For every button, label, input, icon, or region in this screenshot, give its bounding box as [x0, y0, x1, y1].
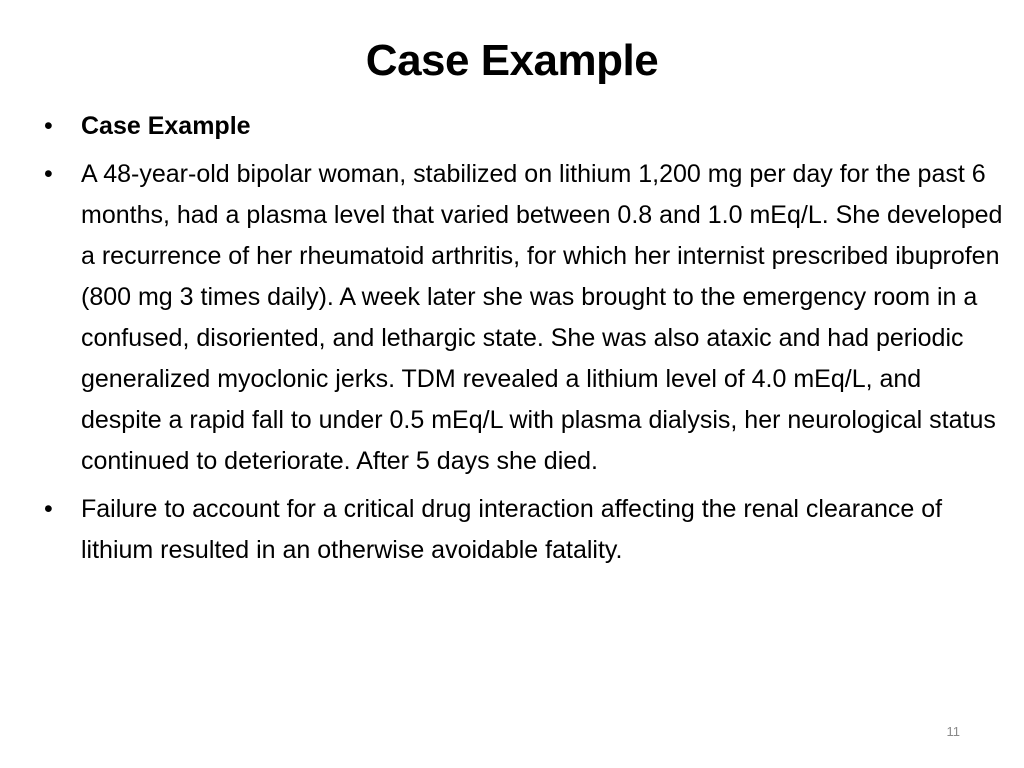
- slide-title: Case Example: [365, 36, 659, 85]
- bullet-text: A 48-year-old bipolar woman, stabilized on lithium 1,200 mg per day for the past 6 months, had a plasma level that varied between 0.8 and 1.0 mEq/L. She developed a recurrence of her rheumatoid arthritis, for which her internist prescribed ibuprofen (800 mg 3 times daily). A week later she was brought to the emergency room in a confused, disoriented, and lethargic state. She was also ataxic and had periodic generalized myoclonic jerks. TDM revealed a lithium level of 4.0 mEq/L, and despite a rapid fall to under 0.5 mEq/L with plasma dialysis, her neurological status continued to deteriorate. After 5 days she died.: [81, 160, 1003, 475]
- bullet-list: [44, 106, 1004, 578]
- bullet-icon: •: [44, 160, 53, 188]
- bullet-text: Failure to account for a critical drug interaction affecting the renal clearance of lithium resulted in an otherwise avoidable fatality.: [81, 495, 943, 564]
- bullet-item-conclusion: [44, 489, 1004, 571]
- bullet-icon: •: [44, 112, 53, 140]
- bullet-item-heading: [44, 106, 1004, 147]
- slide-number: 11: [946, 724, 960, 739]
- bullet-text: Case Example: [81, 112, 251, 140]
- bullet-icon: •: [44, 495, 53, 523]
- bullet-item-case: [44, 154, 1004, 482]
